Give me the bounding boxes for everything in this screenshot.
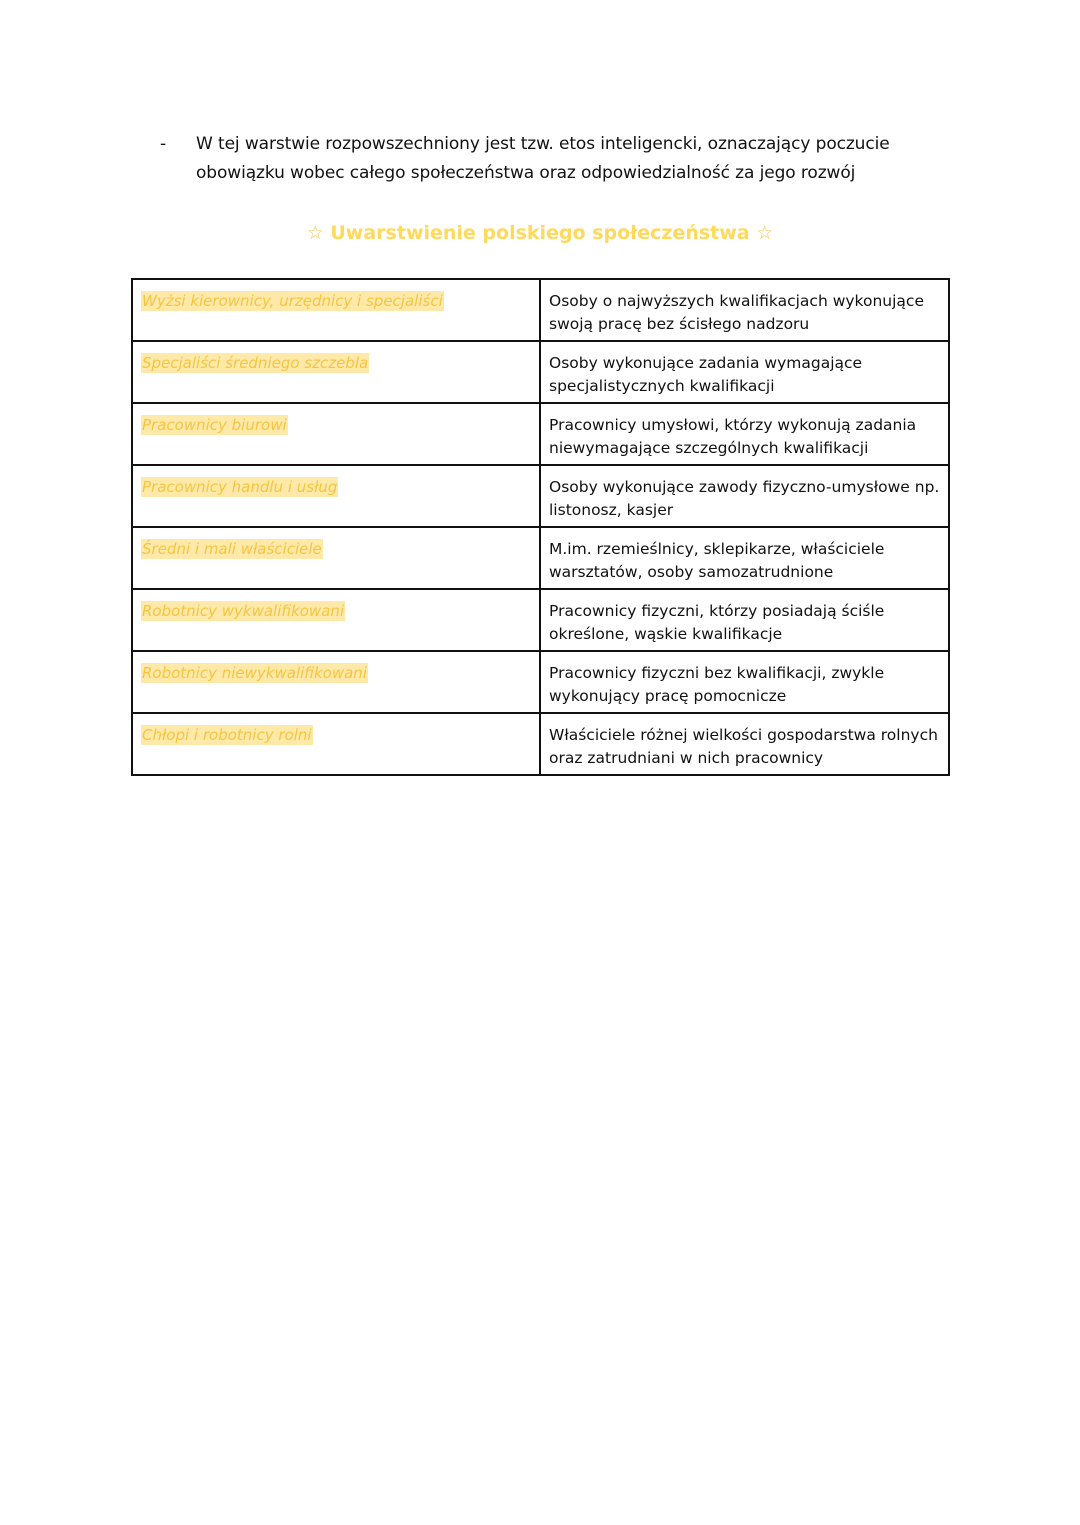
table-row (132, 713, 949, 775)
stratum-desc-cell (540, 279, 949, 341)
stratum-description: Pracownicy fizyczni, którzy posiadają ściśle określone, wąskie kwalifikacje (549, 602, 885, 643)
stratum-desc-cell (540, 713, 949, 775)
stratum-description: Osoby o najwyższych kwalifikacjach wykonujące swoją pracę bez ścisłego nadzoru (549, 292, 924, 333)
bullet-text: W tej warstwie rozpowszechniony jest tzw. etos inteligencki, oznaczający poczucie obowiązku wobec całego społeczeństwa oraz odpowiedzialność za jego rozwój (196, 134, 890, 183)
bullet-dash: - (160, 134, 167, 154)
stratum-name-cell (132, 589, 540, 651)
table-row (132, 403, 949, 465)
stratum-name-cell (132, 527, 540, 589)
star-icon: ☆ (756, 222, 774, 244)
stratum-name: Pracownicy biurowi (142, 416, 287, 434)
star-icon: ☆ (306, 222, 324, 244)
stratum-name: Chłopi i robotnicy rolni (142, 726, 312, 744)
stratum-name: Specjaliści średniego szczebla (142, 354, 369, 372)
strata-table (131, 278, 950, 776)
stratum-name: Średni i mali właściciele (142, 540, 322, 558)
stratum-name-cell (132, 403, 540, 465)
table-row (132, 341, 949, 403)
stratum-desc-cell (540, 589, 949, 651)
stratum-name: Pracownicy handlu i usług (142, 478, 338, 496)
stratum-description: Osoby wykonujące zawody fizyczno-umysłowe np. listonosz, kasjer (549, 478, 940, 519)
section-title (0, 218, 1080, 248)
table-row (132, 651, 949, 713)
stratum-desc-cell (540, 341, 949, 403)
stratum-desc-cell (540, 465, 949, 527)
stratum-desc-cell (540, 527, 949, 589)
stratum-name-cell (132, 341, 540, 403)
stratum-description: M.im. rzemieślnicy, sklepikarze, właściciele warsztatów, osoby samozatrudnione (549, 540, 885, 581)
stratum-description: Pracownicy fizyczni bez kwalifikacji, zwykle wykonujący pracę pomocnicze (549, 664, 885, 705)
stratum-name: Wyżsi kierownicy, urzędnicy i specjaliści (142, 292, 443, 310)
stratum-name: Robotnicy wykwalifikowani (142, 602, 345, 620)
stratum-description: Właściciele różnej wielkości gospodarstwa rolnych oraz zatrudniani w nich pracownicy (549, 726, 938, 767)
stratum-name-cell (132, 651, 540, 713)
stratum-name-cell (132, 713, 540, 775)
table-row (132, 589, 949, 651)
stratum-name: Robotnicy niewykwalifikowani (142, 664, 367, 682)
section-title-text: Uwarstwienie polskiego społeczeństwa (330, 222, 750, 244)
stratum-name-cell (132, 279, 540, 341)
stratum-desc-cell (540, 403, 949, 465)
stratum-name-cell (132, 465, 540, 527)
stratum-description: Pracownicy umysłowi, którzy wykonują zadania niewymagające szczególnych kwalifikacji (549, 416, 917, 457)
bullet-item (160, 130, 940, 188)
table-row (132, 527, 949, 589)
stratum-description: Osoby wykonujące zadania wymagające specjalistycznych kwalifikacji (549, 354, 863, 395)
table-row (132, 279, 949, 341)
stratum-desc-cell (540, 651, 949, 713)
table-row (132, 465, 949, 527)
